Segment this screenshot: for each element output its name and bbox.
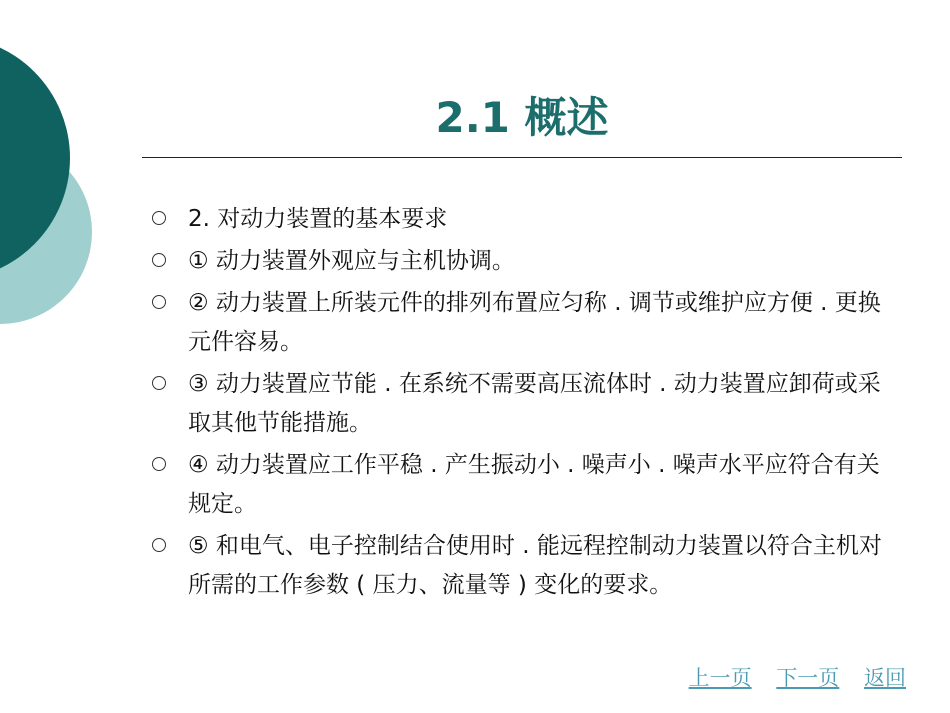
circle-bullet-icon <box>152 376 166 390</box>
bullet-list <box>150 200 890 608</box>
back-link[interactable]: 返回 <box>864 666 906 690</box>
circle-bullet-icon <box>152 538 166 552</box>
bullet-item <box>150 242 890 281</box>
bullet-text: ② 动力装置上所装元件的排列布置应匀称 . 调节或维护应方便 . 更换元件容易。 <box>188 290 881 355</box>
slide-title: 2.1 概述 <box>435 93 609 142</box>
prev-page-link[interactable]: 上一页 <box>688 666 752 690</box>
bullet-text: ④ 动力装置应工作平稳 . 产生振动小 . 噪声小 . 噪声水平应符合有关规定。 <box>188 452 880 517</box>
bullet-text: 2. 对动力装置的基本要求 <box>188 206 448 232</box>
footer-navigation <box>671 662 906 692</box>
bullet-item <box>150 200 890 239</box>
bullet-item <box>150 527 890 605</box>
circle-bullet-icon <box>152 253 166 267</box>
next-page-link[interactable]: 下一页 <box>776 666 840 690</box>
bullet-text: ③ 动力装置应节能 . 在系统不需要高压流体时 . 动力装置应卸荷或采取其他节能措施。 <box>188 371 881 436</box>
title-divider <box>142 157 902 158</box>
circle-bullet-icon <box>152 295 166 309</box>
circle-bullet-icon <box>152 211 166 225</box>
bullet-text: ⑤ 和电气、电子控制结合使用时 . 能远程控制动力装置以符合主机对所需的工作参数 ( 压力、流量等 ) 变化的要求。 <box>188 533 882 598</box>
bullet-item <box>150 284 890 362</box>
bullet-text: ① 动力装置外观应与主机协调。 <box>188 248 515 274</box>
circle-bullet-icon <box>152 457 166 471</box>
bullet-item <box>150 446 890 524</box>
bullet-item <box>150 365 890 443</box>
decorative-circles <box>0 0 140 400</box>
